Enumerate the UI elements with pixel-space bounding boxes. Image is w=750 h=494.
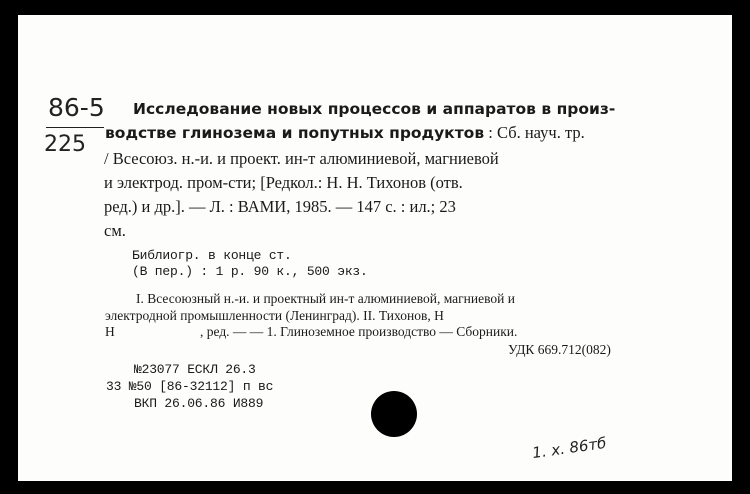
service-line-2: 33 №50 [86-32112] п вс	[106, 379, 274, 394]
publication-type: : Сб. науч. тр.	[484, 123, 585, 142]
title-text: Исследование новых процессов и аппаратов в произ-	[133, 100, 616, 118]
responsibility-line: / Всесоюз. н.-и. и проект. ин-т алюминиевой, магниевой	[104, 149, 499, 168]
title-text-cont: водстве глинозема и попутных продуктов	[105, 124, 485, 142]
tracing-line-3b: , ред. — — 1. Глиноземное производство — Сборники.	[200, 324, 518, 339]
punch-hole	[371, 391, 417, 437]
imprint-line: ред.) и др.]. — Л. : ВАМИ, 1985. — 147 с. : ил.; 23	[104, 197, 456, 216]
udc-number: УДК 669.712(082)	[508, 342, 611, 357]
tracing-line-2: электродной промышленности (Ленинград). II. Тихонов, Н	[105, 308, 444, 323]
service-line-1: №23077 ЕСКЛ 26.3	[134, 362, 256, 377]
shelf-mark-bottom: 225	[44, 132, 86, 157]
catalog-card	[18, 15, 732, 481]
service-line-3: ВКП 26.06.86 И889	[134, 396, 264, 411]
title-line-2	[105, 123, 585, 143]
tracing-line-1: I. Всесоюзный н.-и. и проектный ин-т алюминиевой, магниевой и	[136, 291, 515, 306]
shelf-mark-top: 86-5	[48, 93, 105, 122]
size-line: см.	[104, 221, 126, 240]
price-note: (В пер.) : 1 р. 90 к., 500 экз.	[132, 264, 368, 279]
tracing-line-3a: Н	[105, 324, 115, 339]
shelf-mark-divider	[46, 127, 104, 128]
handwritten-note: 1. х. 86тб	[531, 433, 608, 463]
editors-line: и электрод. пром-сти; [Редкол.: Н. Н. Тихонов (отв.	[104, 173, 463, 192]
title-line-1	[133, 99, 615, 119]
bibliography-note: Библиогр. в конце ст.	[132, 248, 292, 263]
